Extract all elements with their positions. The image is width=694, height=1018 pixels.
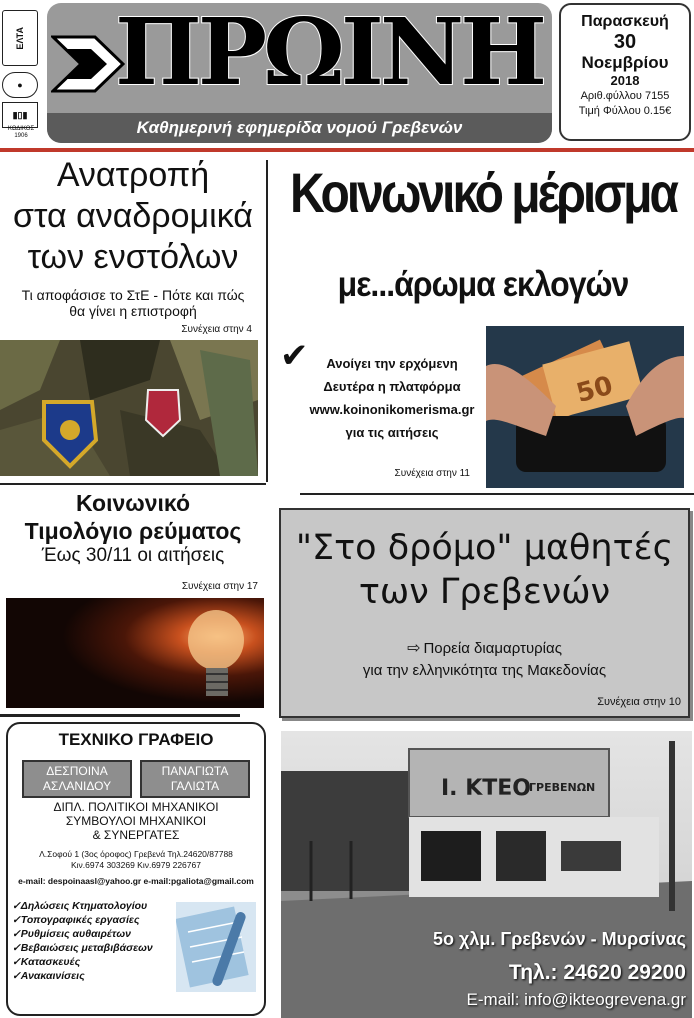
section-divider bbox=[300, 493, 694, 495]
masthead-divider bbox=[0, 148, 694, 152]
merisma-body-line: για τις αιτήσεις bbox=[345, 425, 439, 440]
soldier-photo bbox=[0, 340, 258, 476]
name-badge-line: ΠΑΝΑΓΙΩΤΑ bbox=[161, 764, 229, 778]
tech-office-services bbox=[12, 899, 172, 983]
kteo-sign-city: ΓΡΕΒΕΝΩΝ bbox=[529, 781, 596, 794]
merisma-body-line: Δευτέρα η πλατφόρμα bbox=[323, 379, 461, 394]
svg-text:50: 50 bbox=[573, 370, 617, 410]
blueprint-icon bbox=[176, 902, 256, 992]
tech-office-email[interactable]: e-mail: despoinaasl@yahoo.gr e-mail:pgaliota@gmail.com bbox=[18, 876, 254, 886]
reuma-headline-line: Κοινωνικό bbox=[75, 490, 191, 516]
barcode-icon: ▮▯▮ bbox=[2, 102, 38, 128]
name-badge-galiota bbox=[140, 760, 250, 798]
protest-subtitle-line: για την ελληνικότητα της Μακεδονίας bbox=[362, 662, 607, 679]
tech-office-title: ΤΕΧΝΙΚΟ ΓΡΑΦΕΙΟ bbox=[58, 730, 214, 749]
issue-month: Νοεμβρίου bbox=[581, 53, 669, 72]
section-divider bbox=[0, 483, 266, 485]
anatropi-headline[interactable] bbox=[0, 155, 266, 278]
anatropi-headline-line: στα αναδρομικά bbox=[13, 197, 253, 235]
name-badge-line: ΔΕΣΠΟΙΝΑ bbox=[46, 764, 108, 778]
kteo-phone[interactable]: Τηλ.: 24620 29200 bbox=[508, 961, 686, 984]
anatropi-headline-line: Ανατροπή bbox=[56, 156, 210, 194]
protest-headline-line: των Γρεβενών bbox=[358, 572, 611, 612]
lightbulb-image bbox=[6, 598, 264, 708]
kteo-location: 5ο χλμ. Γρεβενών - Μυρσίνας bbox=[432, 929, 686, 949]
merisma-website-link[interactable]: www.koinonikomerisma.gr bbox=[309, 402, 475, 417]
issue-year: 2018 bbox=[610, 73, 640, 88]
date-box bbox=[559, 3, 691, 141]
merisma-body bbox=[282, 352, 502, 444]
issue-price: Τιμή Φύλλου 0.15€ bbox=[578, 105, 672, 117]
lightbulb-photo bbox=[6, 598, 264, 708]
tech-office-address bbox=[8, 849, 264, 871]
issue-number: Αριθ.φύλλου 7155 bbox=[580, 90, 670, 102]
merisma-body-line: Ανοίγει την ερχόμενη bbox=[326, 356, 458, 371]
money-image bbox=[486, 326, 684, 488]
anatropi-headline-line: των ενστόλων bbox=[27, 238, 239, 276]
money-photo bbox=[486, 326, 684, 488]
tech-office-ad[interactable] bbox=[6, 722, 266, 1016]
postal-code-label: ΚΩΔΙΚΟΣ bbox=[7, 126, 35, 132]
reuma-headline[interactable] bbox=[0, 489, 266, 545]
anatropi-subtitle-line: Τι αποφάσισε το ΣτΕ - Πότε και πώς bbox=[21, 287, 245, 303]
postal-code-value: 1906 bbox=[14, 133, 28, 139]
checkmark-icon: ✔ bbox=[280, 337, 309, 375]
reuma-headline-line: Τιμολόγιο ρεύματος bbox=[24, 518, 242, 544]
newspaper-title: ΠΡΩΙΝΗ bbox=[114, 3, 543, 106]
tech-office-line: & ΣΥΝΕΡΓΑΤΕΣ bbox=[92, 828, 180, 842]
protest-headline-line: "Στο δρόμο" μαθητές bbox=[295, 528, 674, 568]
kteo-email[interactable]: E-mail: info@ikteogrevena.gr bbox=[466, 990, 686, 1009]
protest-subtitle bbox=[281, 638, 688, 682]
merisma-continuation[interactable]: Συνέχεια στην 11 bbox=[394, 468, 470, 479]
name-badge-aslanidou bbox=[22, 760, 132, 798]
service-item: ✓Βεβαιώσεις μεταβιβάσεων bbox=[12, 942, 153, 954]
masthead bbox=[47, 3, 552, 143]
tech-office-description bbox=[8, 800, 264, 842]
tech-office-line: ΣΥΜΒΟΥΛΟΙ ΜΗΧΑΝΙΚΟΙ bbox=[65, 814, 207, 828]
service-item: ✓Τοπογραφικές εργασίες bbox=[12, 914, 140, 926]
protest-story-box[interactable] bbox=[279, 508, 690, 718]
service-item: ✓Ανακαινίσεις bbox=[12, 970, 85, 982]
elta-stamp bbox=[2, 10, 38, 66]
column-divider bbox=[266, 160, 268, 482]
section-divider bbox=[0, 714, 240, 717]
name-badge-line: ΑΣΛΑΝΙΔΟΥ bbox=[42, 779, 112, 793]
issue-weekday: Παρασκευή bbox=[581, 13, 669, 30]
issue-day: 30 bbox=[613, 31, 637, 53]
protest-headline bbox=[281, 526, 688, 614]
arrow-right-icon: ⇨ bbox=[407, 640, 421, 657]
newspaper-subtitle: Καθημερινή εφημερίδα νομού Γρεβενών bbox=[47, 113, 552, 143]
merisma-headline[interactable]: Κοινωνικό μέρισμα bbox=[289, 163, 677, 225]
soldier-photo-image bbox=[0, 340, 258, 476]
kteo-ad[interactable] bbox=[281, 731, 692, 1018]
anatropi-subtitle-line: θα γίνει η επιστροφή bbox=[69, 303, 197, 319]
tech-office-line: ΔΙΠΛ. ΠΟΛΙΤΙΚΟΙ ΜΗΧΑΝΙΚΟΙ bbox=[53, 800, 219, 814]
kteo-sign-text: I. ΚΤΕΟ bbox=[441, 776, 531, 801]
elta-label: ΕΛΤΑ bbox=[15, 26, 25, 50]
service-item: ✓Δηλώσεις Κτηματολογίου bbox=[12, 900, 148, 912]
postal-code bbox=[0, 126, 42, 140]
protest-subtitle-line: Πορεία διαμαρτυρίας bbox=[423, 640, 562, 657]
anatropi-continuation[interactable]: Συνέχεια στην 4 bbox=[181, 324, 252, 335]
service-item: ✓Κατασκευές bbox=[12, 956, 81, 968]
reuma-subtitle: Έως 30/11 οι αιτήσεις bbox=[41, 545, 225, 566]
protest-continuation[interactable]: Συνέχεια στην 10 bbox=[597, 696, 681, 708]
name-badge-line: ΓΑΛΙΩΤΑ bbox=[170, 779, 220, 793]
elta-circle-icon: ● bbox=[2, 72, 38, 98]
reuma-continuation[interactable]: Συνέχεια στην 17 bbox=[181, 581, 258, 592]
anatropi-subtitle bbox=[4, 287, 262, 319]
merisma-subheadline: με...άρωμα εκλογών bbox=[337, 264, 629, 304]
tech-office-phones: Κιν.6974 303269 Κιν.6979 226767 bbox=[71, 860, 201, 870]
service-item: ✓Ρυθμίσεις αυθαιρέτων bbox=[12, 928, 131, 940]
tech-office-address-line: Λ.Σοφού 1 (3ος όροφος) Γρεβενά Τηλ.24620/87788 bbox=[39, 849, 233, 859]
